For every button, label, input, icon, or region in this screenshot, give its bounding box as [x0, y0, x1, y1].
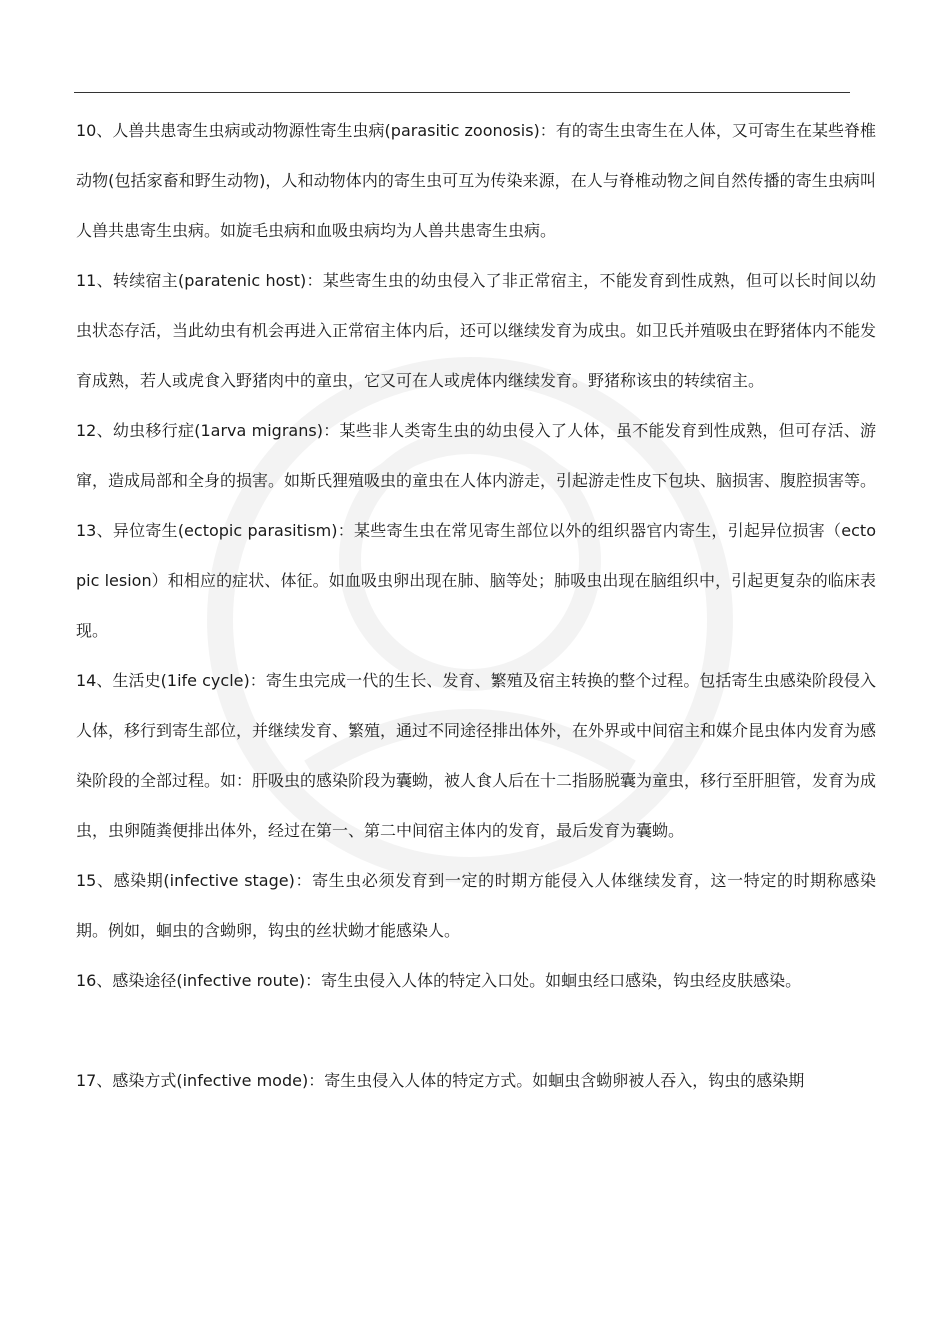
- entry-11-paratenic-host: 11、转续宿主(paratenic host)：某些寄生虫的幼虫侵入了非正常宿主，不能发育到性成熟，但可以长时间以幼虫状态存活，当此幼虫有机会再进入正常宿主体内后，还可以继续发育为成虫。如卫氏并殖吸虫在野猪体内不能发育成熟，若人或虎食入野猪肉中的童虫，它又可在人或虎体内继续发育。野猪称该虫的转续宿主。: [76, 271, 877, 390]
- entry-10-zoonosis: 10、人兽共患寄生虫病或动物源性寄生虫病(parasitic zoonosis)：有的寄生虫寄生在人体，又可寄生在某些脊椎动物(包括家畜和野生动物)，人和动物体内的寄生虫可互为传染来源，在人与脊椎动物之间自然传播的寄生虫病叫人兽共患寄生虫病。如旋毛虫病和血吸虫病均为人兽共患寄生虫病。: [76, 121, 876, 240]
- document-body: [76, 106, 876, 1106]
- entry-14-life-cycle: 14、生活史(1ife cycle)：寄生虫完成一代的生长、发育、繁殖及宿主转换的整个过程。包括寄生虫感染阶段侵入人体，移行到寄生部位，并继续发育、繁殖，通过不同途径排出体外，在外界或中间宿主和媒介昆虫体内发育为感染阶段的全部过程。如：肝吸虫的感染阶段为囊蚴，被人食人后在十二指肠脱囊为童虫，移行至肝胆管，发育为成虫，虫卵随粪便排出体外，经过在第一、第二中间宿主体内的发育，最后发育为囊蚴。: [76, 671, 877, 840]
- entry-12-larva-migrans: 12、幼虫移行症(1arva migrans)：某些非人类寄生虫的幼虫侵入了人体，虽不能发育到性成熟，但可存活、游窜，造成局部和全身的损害。如斯氏狸殖吸虫的童虫在人体内游走，引起游走性皮下包块、脑损害、腹腔损害等。: [76, 421, 877, 490]
- entry-16-infective-route: 16、感染途径(infective route)：寄生虫侵入人体的特定入口处。如蛔虫经口感染，钩虫经皮肤感染。: [76, 971, 802, 990]
- entry-17-infective-mode: 17、感染方式(infective mode)：寄生虫侵入人体的特定方式。如蛔虫含蚴卵被人吞入，钩虫的感染期: [76, 1071, 805, 1090]
- entry-13-ectopic-parasitism: 13、异位寄生(ectopic parasitism)：某些寄生虫在常见寄生部位以外的组织器官内寄生，引起异位损害（ectopic lesion）和相应的症状、体征。如血吸虫卵出现在肺、脑等处；肺吸虫出现在脑组织中，引起更复杂的临床表现。: [76, 521, 876, 640]
- entry-15-infective-stage: 15、感染期(infective stage)：寄生虫必须发育到一定的时期方能侵入人体继续发育，这一特定的时期称感染期。例如，蛔虫的含蚴卵，钩虫的丝状蚴才能感染人。: [76, 871, 876, 940]
- header-rule: [74, 92, 850, 93]
- paragraph-gap: [76, 1006, 876, 1056]
